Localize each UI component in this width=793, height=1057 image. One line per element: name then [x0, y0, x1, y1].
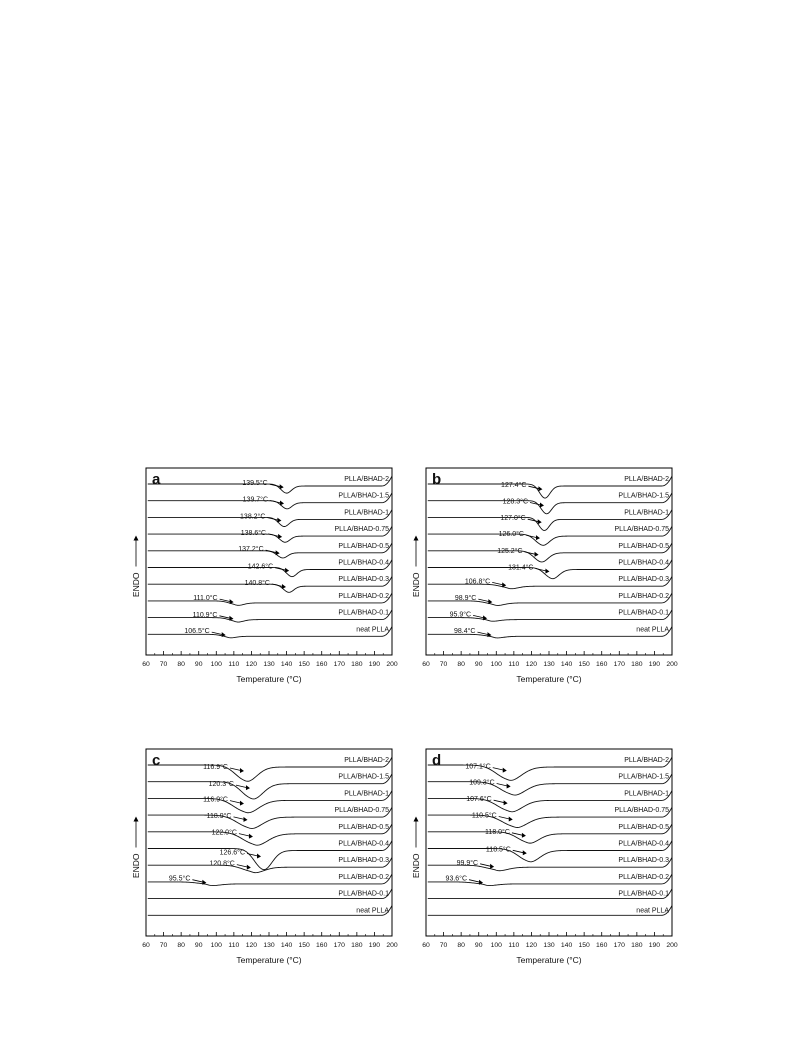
x-tick-label: 160 [596, 661, 608, 668]
x-tick-label: 120 [525, 661, 538, 668]
peak-annotation: 126.0°C [498, 531, 524, 539]
endo-arrow-head [134, 536, 139, 541]
x-tick-label: 110 [228, 661, 240, 668]
peak-arrowhead [490, 864, 494, 869]
x-tick-label: 110 [508, 661, 520, 668]
x-tick-label: 180 [631, 942, 643, 949]
curve-label: PLLA/BHAD-0.1 [618, 890, 669, 898]
peak-arrowhead [504, 800, 508, 805]
peak-annotation: 118.5°C [485, 846, 511, 854]
peak-arrowhead [523, 850, 527, 855]
curve-label: PLLA/BHAD-0.75 [614, 526, 669, 534]
x-tick-label: 140 [280, 942, 293, 949]
peak-annotation: 128.3°C [502, 498, 529, 506]
peak-arrowhead [282, 584, 286, 589]
endo-arrow-head [134, 817, 139, 822]
peak-annotation: 107.6°C [466, 796, 492, 804]
panel-d [411, 749, 678, 965]
x-tick-label: 190 [648, 942, 661, 949]
y-axis-label: ENDO [411, 572, 421, 598]
peak-annotation: 120.8°C [209, 860, 235, 868]
peak-annotation: 125.2°C [497, 547, 523, 555]
panel-letter: a [152, 471, 161, 488]
peak-annotation: 110.5°C [471, 812, 497, 820]
curve-label: PLLA/BHAD-1.5 [338, 773, 389, 781]
x-tick-label: 130 [263, 661, 275, 668]
peak-arrowhead [277, 518, 281, 523]
y-axis-label: ENDO [131, 853, 141, 879]
x-tick-label: 70 [159, 661, 168, 668]
x-tick-label: 150 [298, 661, 310, 668]
x-tick-label: 190 [648, 661, 661, 668]
peak-annotation: 93.6°C [445, 875, 468, 883]
curve-label: PLLA/BHAD-0.1 [618, 609, 669, 617]
peak-annotation: 120.3°C [208, 781, 234, 789]
x-axis-label: Temperature (°C) [516, 674, 582, 684]
x-tick-label: 160 [316, 661, 328, 668]
peak-annotation: 127.0°C [500, 515, 526, 523]
curve-label: PLLA/BHAD-2 [344, 757, 389, 764]
peak-arrowhead [536, 535, 540, 540]
peak-annotation: 98.4°C [453, 628, 476, 636]
x-tick-label: 100 [210, 942, 222, 949]
x-tick-label: 80 [177, 942, 185, 949]
x-tick-label: 200 [666, 661, 678, 668]
x-tick-label: 90 [194, 661, 203, 668]
peak-annotation: 127.4°C [501, 482, 527, 490]
peak-annotation: 118.9°C [206, 812, 232, 820]
x-tick-label: 180 [351, 942, 363, 949]
curve-label: PLLA/BHAD-1.5 [618, 773, 669, 781]
x-tick-label: 190 [368, 661, 381, 668]
panel-letter: d [432, 752, 442, 769]
x-tick-label: 130 [263, 942, 275, 949]
endo-arrow-head [414, 536, 419, 541]
panel-c [131, 749, 398, 965]
x-tick-label: 60 [142, 942, 150, 949]
curve-label: PLLA/BHAD-0.75 [334, 807, 389, 815]
peak-annotation: 109.3°C [469, 779, 495, 787]
x-tick-label: 100 [210, 661, 222, 668]
x-tick-label: 60 [422, 942, 430, 949]
y-axis-label-group [411, 817, 421, 879]
curve-label: PLLA/BHAD-0.1 [338, 609, 389, 617]
y-axis-label-group [131, 536, 141, 598]
peak-annotation: 116.9°C [203, 764, 228, 771]
peak-arrowhead [257, 854, 261, 859]
peak-arrowhead [240, 801, 244, 806]
peak-arrowhead [509, 817, 513, 822]
peak-annotation: 122.0°C [211, 829, 237, 837]
x-tick-label: 110 [228, 942, 240, 949]
peak-arrowhead [246, 785, 250, 790]
curve-label: PLLA/BHAD-0.3 [338, 576, 389, 584]
x-axis-label: Temperature (°C) [236, 955, 302, 965]
peak-annotation: 140.8°C [244, 580, 270, 587]
peak-annotation: 107.1°C [465, 763, 491, 771]
peak-annotation: 111.0°C [193, 595, 218, 603]
x-tick-label: 90 [474, 942, 483, 949]
x-tick-label: 120 [245, 661, 258, 668]
x-tick-label: 170 [333, 942, 345, 949]
peak-annotation: 137.2°C [238, 546, 264, 554]
peak-annotation: 106.8°C [464, 578, 491, 586]
x-tick-label: 70 [439, 942, 448, 949]
x-tick-label: 80 [177, 661, 185, 668]
curve-label: PLLA/BHAD-1.5 [618, 492, 669, 500]
peak-annotation: 131.4°C [508, 564, 534, 572]
x-tick-label: 90 [194, 942, 203, 949]
x-tick-label: 130 [543, 942, 555, 949]
curve-label: neat PLLA [356, 626, 389, 634]
curve-label: PLLA/BHAD-0.2 [618, 592, 669, 600]
curve-label: PLLA/BHAD-0.5 [618, 823, 669, 831]
x-tick-label: 70 [439, 661, 448, 668]
curve-label: PLLA/BHAD-0.5 [338, 542, 389, 550]
x-tick-label: 110 [508, 942, 520, 949]
peak-arrowhead [247, 865, 251, 870]
peak-annotation: 116.9°C [203, 796, 228, 804]
peak-arrowhead [503, 768, 507, 773]
curve-label: PLLA/BHAD-2 [624, 476, 669, 483]
x-tick-label: 80 [457, 661, 465, 668]
x-tick-label: 200 [386, 942, 398, 949]
y-axis-label-group [411, 536, 421, 598]
peak-annotation: 106.5°C [184, 628, 210, 636]
curve-label: neat PLLA [636, 626, 669, 634]
x-tick-label: 100 [490, 661, 502, 668]
curve-label: PLLA/BHAD-0.2 [618, 873, 669, 881]
x-tick-label: 90 [474, 661, 483, 668]
x-tick-label: 80 [457, 942, 465, 949]
curve-label: PLLA/BHAD-2 [624, 757, 669, 764]
x-tick-label: 190 [368, 942, 381, 949]
x-tick-label: 200 [386, 661, 398, 668]
curve-label: PLLA/BHAD-0.3 [618, 576, 669, 584]
curve-label: PLLA/BHAD-0.4 [338, 840, 389, 848]
peak-arrowhead [280, 501, 284, 506]
peak-arrowhead [240, 768, 244, 773]
x-tick-label: 150 [578, 942, 590, 949]
x-tick-label: 120 [245, 942, 258, 949]
x-tick-label: 140 [280, 661, 293, 668]
panel-letter: b [432, 471, 442, 488]
x-tick-label: 60 [142, 661, 150, 668]
curve-label: PLLA/BHAD-1 [624, 790, 669, 798]
x-axis-label: Temperature (°C) [516, 955, 582, 965]
curve-label: PLLA/BHAD-0.2 [338, 592, 389, 600]
curve-label: PLLA/BHAD-2 [344, 476, 389, 483]
x-tick-label: 130 [543, 661, 555, 668]
curve-label: PLLA/BHAD-0.4 [618, 840, 669, 848]
peak-annotation: 138.2°C [240, 513, 266, 521]
peak-annotation: 95.5°C [168, 875, 191, 883]
curve-label: PLLA/BHAD-0.75 [334, 526, 389, 534]
x-tick-label: 60 [422, 661, 430, 668]
x-axis-label: Temperature (°C) [236, 674, 302, 684]
peak-annotation: 142.6°C [247, 563, 274, 571]
peak-arrowhead [535, 552, 539, 557]
endo-arrow-head [414, 817, 419, 822]
y-axis-label: ENDO [131, 572, 141, 598]
curve-label: PLLA/BHAD-0.1 [338, 890, 389, 898]
peak-annotation: 98.9°C [454, 595, 477, 603]
x-tick-label: 160 [316, 942, 328, 949]
peak-arrowhead [249, 834, 253, 839]
peak-arrowhead [276, 550, 280, 555]
x-tick-label: 170 [613, 661, 625, 668]
peak-arrowhead [278, 534, 282, 539]
y-axis-label: ENDO [411, 853, 421, 879]
x-tick-label: 170 [613, 942, 625, 949]
curve-label: PLLA/BHAD-0.4 [618, 559, 669, 567]
peak-arrowhead [538, 486, 542, 491]
curve-label: PLLA/BHAD-0.75 [614, 807, 669, 815]
curve-label: neat PLLA [636, 907, 669, 915]
curve-label: PLLA/BHAD-1 [344, 790, 389, 798]
x-tick-label: 200 [666, 942, 678, 949]
panel-letter: c [152, 752, 161, 769]
curve-label: PLLA/BHAD-1 [344, 509, 389, 517]
peak-arrowhead [285, 568, 289, 573]
peak-arrowhead [507, 784, 511, 789]
y-axis-label-group [131, 817, 141, 879]
x-tick-label: 150 [298, 942, 310, 949]
peak-arrowhead [522, 833, 526, 838]
peak-annotation: 99.9°C [456, 859, 479, 867]
peak-arrowhead [545, 569, 549, 574]
x-tick-label: 70 [159, 942, 168, 949]
x-tick-label: 160 [596, 942, 608, 949]
x-tick-label: 100 [490, 942, 502, 949]
peak-arrowhead [540, 503, 544, 508]
x-tick-label: 170 [333, 661, 345, 668]
curve-label: PLLA/BHAD-1 [624, 509, 669, 517]
peak-arrowhead [280, 484, 284, 489]
x-tick-label: 140 [560, 942, 573, 949]
peak-annotation: 126.6°C [219, 849, 246, 857]
x-tick-label: 180 [351, 661, 363, 668]
curve-label: PLLA/BHAD-0.4 [338, 559, 389, 567]
curve-label: neat PLLA [356, 907, 389, 915]
curve-label: PLLA/BHAD-1.5 [338, 492, 389, 500]
curve-label: PLLA/BHAD-0.2 [338, 873, 389, 881]
peak-arrowhead [538, 519, 542, 524]
curve-label: PLLA/BHAD-0.5 [338, 823, 389, 831]
peak-annotation: 118.0°C [485, 828, 510, 836]
panel-a [131, 468, 398, 684]
curve-label: PLLA/BHAD-0.3 [338, 857, 389, 865]
x-tick-label: 150 [578, 661, 590, 668]
peak-annotation: 95.9°C [449, 611, 472, 619]
peak-annotation: 138.6°C [240, 529, 267, 537]
x-tick-label: 180 [631, 661, 643, 668]
peak-annotation: 110.9°C [192, 611, 218, 619]
curve-label: PLLA/BHAD-0.5 [618, 542, 669, 550]
x-tick-label: 140 [560, 661, 573, 668]
peak-arrowhead [243, 817, 247, 822]
panel-b [411, 468, 678, 684]
curve-label: PLLA/BHAD-0.3 [618, 857, 669, 865]
x-tick-label: 120 [525, 942, 538, 949]
peak-annotation: 139.5°C [242, 480, 268, 488]
peak-annotation: 139.7°C [242, 496, 269, 504]
